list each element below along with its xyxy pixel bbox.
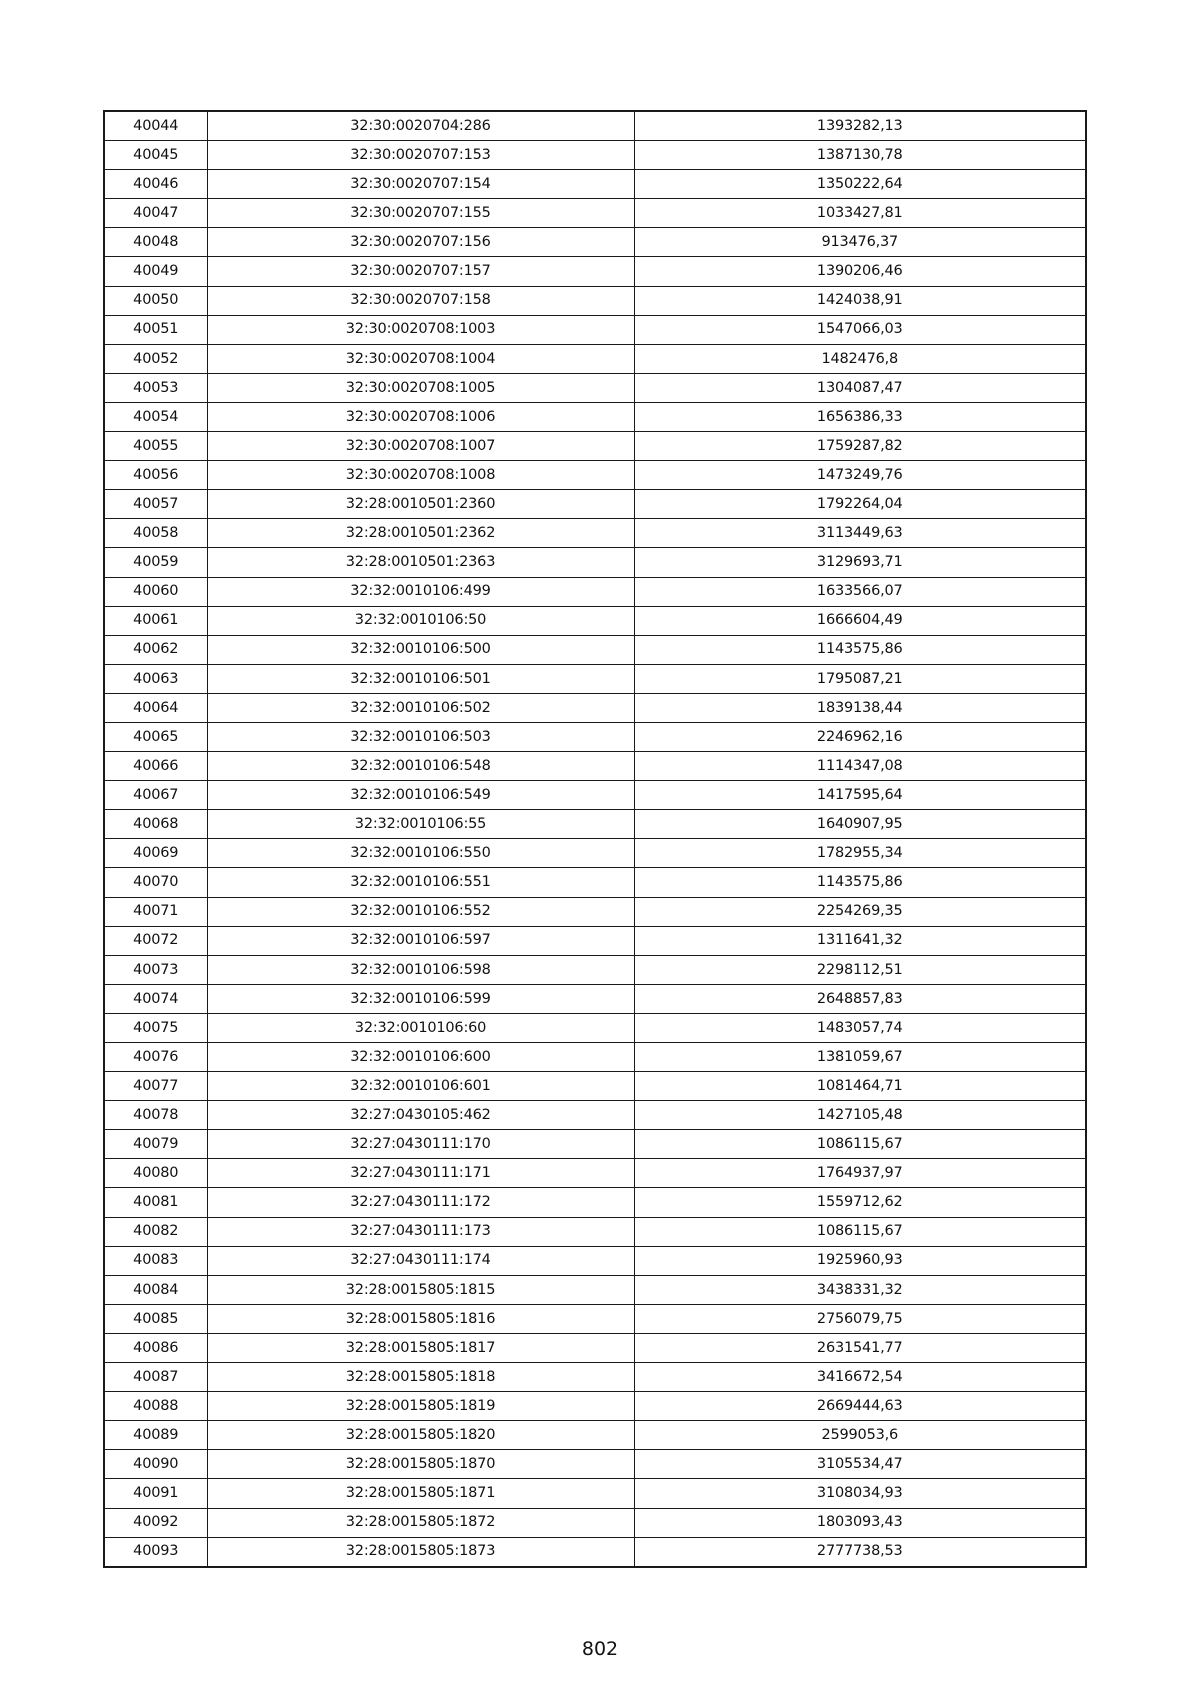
row-number-cell: 40093 [104, 1537, 207, 1567]
table-row [104, 461, 1086, 490]
table-row [104, 1188, 1086, 1217]
row-number-cell: 40062 [104, 635, 207, 664]
row-number-cell: 40073 [104, 955, 207, 984]
cadastral-value-cell: 3129693,71 [634, 548, 1086, 577]
row-number-cell: 40076 [104, 1043, 207, 1072]
cadastral-value-cell: 1311641,32 [634, 926, 1086, 955]
row-number-cell: 40047 [104, 199, 207, 228]
cadastral-value-cell: 1483057,74 [634, 1013, 1086, 1042]
cadastral-number-cell: 32:27:0430111:174 [207, 1246, 634, 1275]
row-number-cell: 40066 [104, 752, 207, 781]
table-row [104, 897, 1086, 926]
table-row [104, 781, 1086, 810]
cadastral-number-cell: 32:30:0020707:153 [207, 141, 634, 170]
row-number-cell: 40075 [104, 1013, 207, 1042]
cadastral-value-cell: 2254269,35 [634, 897, 1086, 926]
page-number: 802 [581, 1638, 619, 1660]
row-number-cell: 40078 [104, 1101, 207, 1130]
cadastral-value-cell: 2669444,63 [634, 1392, 1086, 1421]
row-number-cell: 40082 [104, 1217, 207, 1246]
table-row [104, 984, 1086, 1013]
cadastral-value-cell: 1381059,67 [634, 1043, 1086, 1072]
cadastral-value-cell: 2631541,77 [634, 1333, 1086, 1362]
row-number-cell: 40086 [104, 1333, 207, 1362]
row-number-cell: 40085 [104, 1304, 207, 1333]
row-number-cell: 40051 [104, 315, 207, 344]
row-number-cell: 40064 [104, 693, 207, 722]
cadastral-value-cell: 2599053,6 [634, 1421, 1086, 1450]
cadastral-number-cell: 32:32:0010106:55 [207, 810, 634, 839]
table-row [104, 1072, 1086, 1101]
table-row [104, 1275, 1086, 1304]
cadastral-value-cell: 1547066,03 [634, 315, 1086, 344]
table-row [104, 722, 1086, 751]
cadastral-value-cell: 2246962,16 [634, 722, 1086, 751]
cadastral-value-cell: 1143575,86 [634, 868, 1086, 897]
row-number-cell: 40081 [104, 1188, 207, 1217]
cadastral-number-cell: 32:32:0010106:552 [207, 897, 634, 926]
cadastral-value-cell: 1666604,49 [634, 606, 1086, 635]
cadastral-number-cell: 32:28:0015805:1816 [207, 1304, 634, 1333]
table-row [104, 752, 1086, 781]
row-number-cell: 40060 [104, 577, 207, 606]
cadastral-value-cell: 1114347,08 [634, 752, 1086, 781]
row-number-cell: 40067 [104, 781, 207, 810]
cadastral-number-cell: 32:30:0020708:1004 [207, 344, 634, 373]
row-number-cell: 40091 [104, 1479, 207, 1508]
row-number-cell: 40057 [104, 490, 207, 519]
cadastral-number-cell: 32:28:0015805:1871 [207, 1479, 634, 1508]
cadastral-value-cell: 1759287,82 [634, 432, 1086, 461]
cadastral-value-cell: 3105534,47 [634, 1450, 1086, 1479]
table-body [104, 111, 1086, 1567]
row-number-cell: 40063 [104, 664, 207, 693]
row-number-cell: 40058 [104, 519, 207, 548]
cadastral-number-cell: 32:27:0430111:171 [207, 1159, 634, 1188]
table-row [104, 1479, 1086, 1508]
cadastral-number-cell: 32:28:0015805:1873 [207, 1537, 634, 1567]
table-row [104, 1217, 1086, 1246]
cadastral-number-cell: 32:27:0430111:173 [207, 1217, 634, 1246]
row-number-cell: 40083 [104, 1246, 207, 1275]
table-row [104, 402, 1086, 431]
cadastral-number-cell: 32:32:0010106:501 [207, 664, 634, 693]
table-row [104, 1363, 1086, 1392]
table-row [104, 1246, 1086, 1275]
row-number-cell: 40055 [104, 432, 207, 461]
cadastral-number-cell: 32:32:0010106:598 [207, 955, 634, 984]
table-row [104, 926, 1086, 955]
table-row [104, 839, 1086, 868]
cadastral-number-cell: 32:32:0010106:60 [207, 1013, 634, 1042]
cadastral-number-cell: 32:30:0020707:156 [207, 228, 634, 257]
cadastral-number-cell: 32:30:0020708:1003 [207, 315, 634, 344]
row-number-cell: 40092 [104, 1508, 207, 1537]
cadastral-value-cell: 2777738,53 [634, 1537, 1086, 1567]
cadastral-value-cell: 1482476,8 [634, 344, 1086, 373]
cadastral-number-cell: 32:32:0010106:500 [207, 635, 634, 664]
table-row [104, 257, 1086, 286]
table-row [104, 432, 1086, 461]
table-row [104, 1392, 1086, 1421]
table-row [104, 228, 1086, 257]
table-row [104, 490, 1086, 519]
row-number-cell: 40084 [104, 1275, 207, 1304]
row-number-cell: 40079 [104, 1130, 207, 1159]
cadastral-number-cell: 32:32:0010106:548 [207, 752, 634, 781]
cadastral-value-cell: 1390206,46 [634, 257, 1086, 286]
cadastral-value-cell: 1086115,67 [634, 1217, 1086, 1246]
cadastral-number-cell: 32:30:0020708:1007 [207, 432, 634, 461]
cadastral-value-cell: 1081464,71 [634, 1072, 1086, 1101]
table-row [104, 1304, 1086, 1333]
table-row [104, 577, 1086, 606]
cadastral-value-cell: 2298112,51 [634, 955, 1086, 984]
cadastral-value-cell: 913476,37 [634, 228, 1086, 257]
cadastral-number-cell: 32:32:0010106:503 [207, 722, 634, 751]
cadastral-number-cell: 32:28:0015805:1818 [207, 1363, 634, 1392]
table-row [104, 519, 1086, 548]
row-number-cell: 40049 [104, 257, 207, 286]
row-number-cell: 40050 [104, 286, 207, 315]
cadastral-number-cell: 32:30:0020704:286 [207, 111, 634, 141]
cadastral-number-cell: 32:32:0010106:50 [207, 606, 634, 635]
cadastral-number-cell: 32:32:0010106:601 [207, 1072, 634, 1101]
row-number-cell: 40070 [104, 868, 207, 897]
table-row [104, 373, 1086, 402]
table-row [104, 1159, 1086, 1188]
row-number-cell: 40088 [104, 1392, 207, 1421]
table-row [104, 315, 1086, 344]
cadastral-number-cell: 32:28:0015805:1872 [207, 1508, 634, 1537]
cadastral-number-cell: 32:30:0020707:154 [207, 170, 634, 199]
row-number-cell: 40087 [104, 1363, 207, 1392]
row-number-cell: 40053 [104, 373, 207, 402]
cadastral-number-cell: 32:27:0430111:170 [207, 1130, 634, 1159]
row-number-cell: 40069 [104, 839, 207, 868]
cadastral-number-cell: 32:30:0020707:155 [207, 199, 634, 228]
cadastral-value-cell: 1424038,91 [634, 286, 1086, 315]
table-row [104, 1130, 1086, 1159]
table-row [104, 1043, 1086, 1072]
cadastral-value-cell: 1803093,43 [634, 1508, 1086, 1537]
table-row [104, 548, 1086, 577]
cadastral-number-cell: 32:32:0010106:597 [207, 926, 634, 955]
cadastral-value-cell: 3113449,63 [634, 519, 1086, 548]
cadastral-number-cell: 32:28:0015805:1870 [207, 1450, 634, 1479]
cadastral-value-cell: 1350222,64 [634, 170, 1086, 199]
table-row [104, 1450, 1086, 1479]
table-row [104, 693, 1086, 722]
cadastral-value-cell: 1304087,47 [634, 373, 1086, 402]
row-number-cell: 40046 [104, 170, 207, 199]
cadastral-number-cell: 32:32:0010106:499 [207, 577, 634, 606]
cadastral-value-cell: 1839138,44 [634, 693, 1086, 722]
cadastral-value-cell: 1633566,07 [634, 577, 1086, 606]
cadastral-number-cell: 32:30:0020708:1008 [207, 461, 634, 490]
cadastral-number-cell: 32:28:0015805:1820 [207, 1421, 634, 1450]
row-number-cell: 40068 [104, 810, 207, 839]
row-number-cell: 40052 [104, 344, 207, 373]
cadastral-value-cell: 1086115,67 [634, 1130, 1086, 1159]
cadastral-number-cell: 32:27:0430111:172 [207, 1188, 634, 1217]
cadastral-number-cell: 32:28:0010501:2362 [207, 519, 634, 548]
cadastral-value-cell: 1473249,76 [634, 461, 1086, 490]
table-row [104, 606, 1086, 635]
table-row [104, 141, 1086, 170]
cadastral-value-cell: 1033427,81 [634, 199, 1086, 228]
cadastral-value-cell: 1387130,78 [634, 141, 1086, 170]
cadastral-number-cell: 32:30:0020707:158 [207, 286, 634, 315]
cadastral-value-cell: 1925960,93 [634, 1246, 1086, 1275]
table-row [104, 635, 1086, 664]
row-number-cell: 40077 [104, 1072, 207, 1101]
row-number-cell: 40061 [104, 606, 207, 635]
row-number-cell: 40048 [104, 228, 207, 257]
cadastral-value-cell: 1656386,33 [634, 402, 1086, 431]
cadastral-value-cell: 1559712,62 [634, 1188, 1086, 1217]
table-row [104, 344, 1086, 373]
cadastral-number-cell: 32:32:0010106:550 [207, 839, 634, 868]
row-number-cell: 40045 [104, 141, 207, 170]
cadastral-number-cell: 32:27:0430105:462 [207, 1101, 634, 1130]
cadastral-number-cell: 32:28:0015805:1815 [207, 1275, 634, 1304]
cadastral-number-cell: 32:32:0010106:549 [207, 781, 634, 810]
cadastral-number-cell: 32:28:0010501:2363 [207, 548, 634, 577]
cadastral-value-table [103, 110, 1087, 1568]
cadastral-number-cell: 32:30:0020708:1005 [207, 373, 634, 402]
cadastral-value-cell: 1764937,97 [634, 1159, 1086, 1188]
cadastral-value-cell: 3108034,93 [634, 1479, 1086, 1508]
table-row [104, 868, 1086, 897]
table-row [104, 955, 1086, 984]
cadastral-number-cell: 32:30:0020708:1006 [207, 402, 634, 431]
table-row [104, 199, 1086, 228]
table-row [104, 286, 1086, 315]
table-row [104, 1333, 1086, 1362]
row-number-cell: 40074 [104, 984, 207, 1013]
table-row [104, 1537, 1086, 1567]
table-row [104, 1421, 1086, 1450]
cadastral-number-cell: 32:32:0010106:502 [207, 693, 634, 722]
row-number-cell: 40071 [104, 897, 207, 926]
cadastral-number-cell: 32:28:0010501:2360 [207, 490, 634, 519]
cadastral-number-cell: 32:32:0010106:600 [207, 1043, 634, 1072]
row-number-cell: 40072 [104, 926, 207, 955]
row-number-cell: 40056 [104, 461, 207, 490]
cadastral-value-cell: 1795087,21 [634, 664, 1086, 693]
row-number-cell: 40044 [104, 111, 207, 141]
cadastral-value-cell: 1393282,13 [634, 111, 1086, 141]
table-row [104, 1101, 1086, 1130]
row-number-cell: 40065 [104, 722, 207, 751]
cadastral-number-cell: 32:28:0015805:1819 [207, 1392, 634, 1421]
cadastral-value-cell: 3416672,54 [634, 1363, 1086, 1392]
cadastral-value-cell: 3438331,32 [634, 1275, 1086, 1304]
row-number-cell: 40090 [104, 1450, 207, 1479]
table-row [104, 1508, 1086, 1537]
cadastral-number-cell: 32:32:0010106:551 [207, 868, 634, 897]
table-row [104, 1013, 1086, 1042]
table-row [104, 664, 1086, 693]
row-number-cell: 40080 [104, 1159, 207, 1188]
cadastral-number-cell: 32:28:0015805:1817 [207, 1333, 634, 1362]
table-row [104, 111, 1086, 141]
cadastral-value-cell: 1792264,04 [634, 490, 1086, 519]
cadastral-number-cell: 32:32:0010106:599 [207, 984, 634, 1013]
table-row [104, 810, 1086, 839]
row-number-cell: 40089 [104, 1421, 207, 1450]
cadastral-value-cell: 1417595,64 [634, 781, 1086, 810]
cadastral-value-cell: 2756079,75 [634, 1304, 1086, 1333]
cadastral-value-cell: 1143575,86 [634, 635, 1086, 664]
cadastral-number-cell: 32:30:0020707:157 [207, 257, 634, 286]
table-row [104, 170, 1086, 199]
row-number-cell: 40054 [104, 402, 207, 431]
cadastral-value-cell: 1782955,34 [634, 839, 1086, 868]
cadastral-value-cell: 2648857,83 [634, 984, 1086, 1013]
row-number-cell: 40059 [104, 548, 207, 577]
cadastral-value-cell: 1640907,95 [634, 810, 1086, 839]
cadastral-value-cell: 1427105,48 [634, 1101, 1086, 1130]
